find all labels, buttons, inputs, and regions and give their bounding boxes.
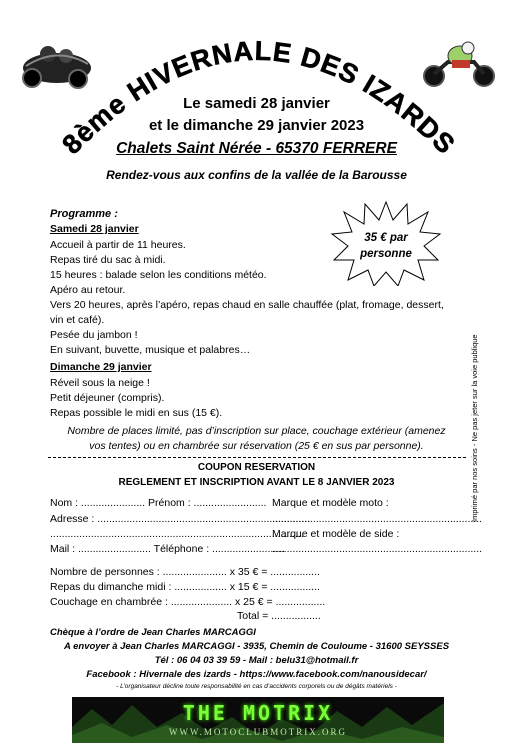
form-side-field[interactable]: ........................................................................: [272, 543, 483, 555]
day2-line: Repas possible le midi en sus (15 €).: [50, 407, 223, 419]
rendezvous-line: Rendez-vous aux confins de la vallée de la Barousse: [106, 168, 407, 182]
address-line: A envoyer à Jean Charles MARCAGGI - 3935, Chemin de Couloume - 31600 SEYSSES: [63, 641, 450, 652]
day1-line: vin et café).: [50, 314, 105, 326]
coupon-subtitle: REGLEMENT ET INSCRIPTION AVANT LE 8 JANVIER 2023: [118, 477, 395, 488]
form-side-label: Marque et modèle de side :: [272, 528, 400, 540]
coupon-title: COUPON RESERVATION: [197, 462, 316, 473]
cheque-line: Chèque à l’ordre de Jean Charles MARCAGGI: [50, 627, 256, 638]
form-moto-field[interactable]: ........................................................................: [272, 513, 483, 525]
programme-heading: Programme :: [50, 208, 118, 220]
form-nombre-personnes[interactable]: Nombre de personnes : ...................... x 35 € = .................: [50, 566, 320, 578]
form-repas-dimanche[interactable]: Repas du dimanche midi : .................. x 15 € = .................: [50, 581, 320, 593]
day2-line: Réveil sous la neige !: [50, 377, 150, 389]
form-moto-label: Marque et modèle moto :: [272, 497, 389, 509]
day1-line: 15 heures : balade selon les conditions météo.: [50, 269, 267, 281]
facebook-line: Facebook : Hivernale des izards - https://www.facebook.com/nanousidecar/: [86, 669, 427, 680]
price-line-2: personne: [360, 248, 412, 260]
date-line-1: Le samedi 28 janvier: [183, 95, 330, 112]
banner-title: THE MOTRIX: [182, 701, 334, 725]
form-nom-prenom[interactable]: Nom : ...................... Prénom : .........................: [50, 497, 267, 509]
day2-title: Dimanche 29 janvier: [50, 361, 152, 373]
day1-line: Apéro au retour.: [50, 284, 126, 296]
form-total[interactable]: Total = .................: [237, 610, 321, 622]
day1-line: Accueil à partir de 11 heures.: [50, 239, 186, 251]
form-mail-telephone[interactable]: Mail : ......................... Téléphone : .........................: [50, 543, 285, 555]
print-notice: Imprimé par nos soins - Ne pas jeter sur la voie publique: [470, 334, 479, 522]
note-line-2: vos tentes) ou en chambrée sur réservation (25 € en sus par personne).: [89, 440, 424, 452]
note-line-1: Nombre de places limité, pas d’inscription sur place, couchage extérieur (amenez: [67, 425, 446, 437]
day1-line: Vers 20 heures, après l’apéro, repas chaud en salle chauffée (plat, fromage, dessert,: [50, 299, 444, 311]
cut-line: [48, 457, 466, 458]
disclaimer: - L’organisateur décline toute responsabilité en cas d’accidents corporels ou de dégâts matériels -: [116, 683, 397, 690]
day1-line: En suivant, buvette, musique et palabres…: [50, 344, 251, 356]
day1-line: Repas tiré du sac à midi.: [50, 254, 166, 266]
contact-line: Tél : 06 04 03 39 59 - Mail : belu31@hotmail.fr: [154, 655, 359, 666]
form-adresse-line-2[interactable]: .......................................................................................: [50, 528, 304, 540]
day2-line: Petit déjeuner (compris).: [50, 392, 165, 404]
day1-line: Pesée du jambon !: [50, 329, 138, 341]
price-line-1: 35 € par: [364, 232, 408, 244]
location: Chalets Saint Nérée - 65370 FERRERE: [116, 140, 397, 157]
date-line-2: et le dimanche 29 janvier 2023: [148, 117, 365, 134]
form-couchage[interactable]: Couchage en chambrée : ..................... x 25 € = .................: [50, 596, 326, 608]
banner-url[interactable]: WWW.MOTOCLUBMOTRIX.ORG: [169, 727, 347, 737]
day1-title: Samedi 28 janvier: [50, 223, 139, 235]
form-adresse[interactable]: Adresse : .........................................................................: [50, 513, 311, 525]
svg-text:8ème HIVERNALE DES IZARDS: 8ème HIVERNALE DES IZARDS: [56, 35, 462, 161]
motrix-banner: [72, 697, 444, 743]
